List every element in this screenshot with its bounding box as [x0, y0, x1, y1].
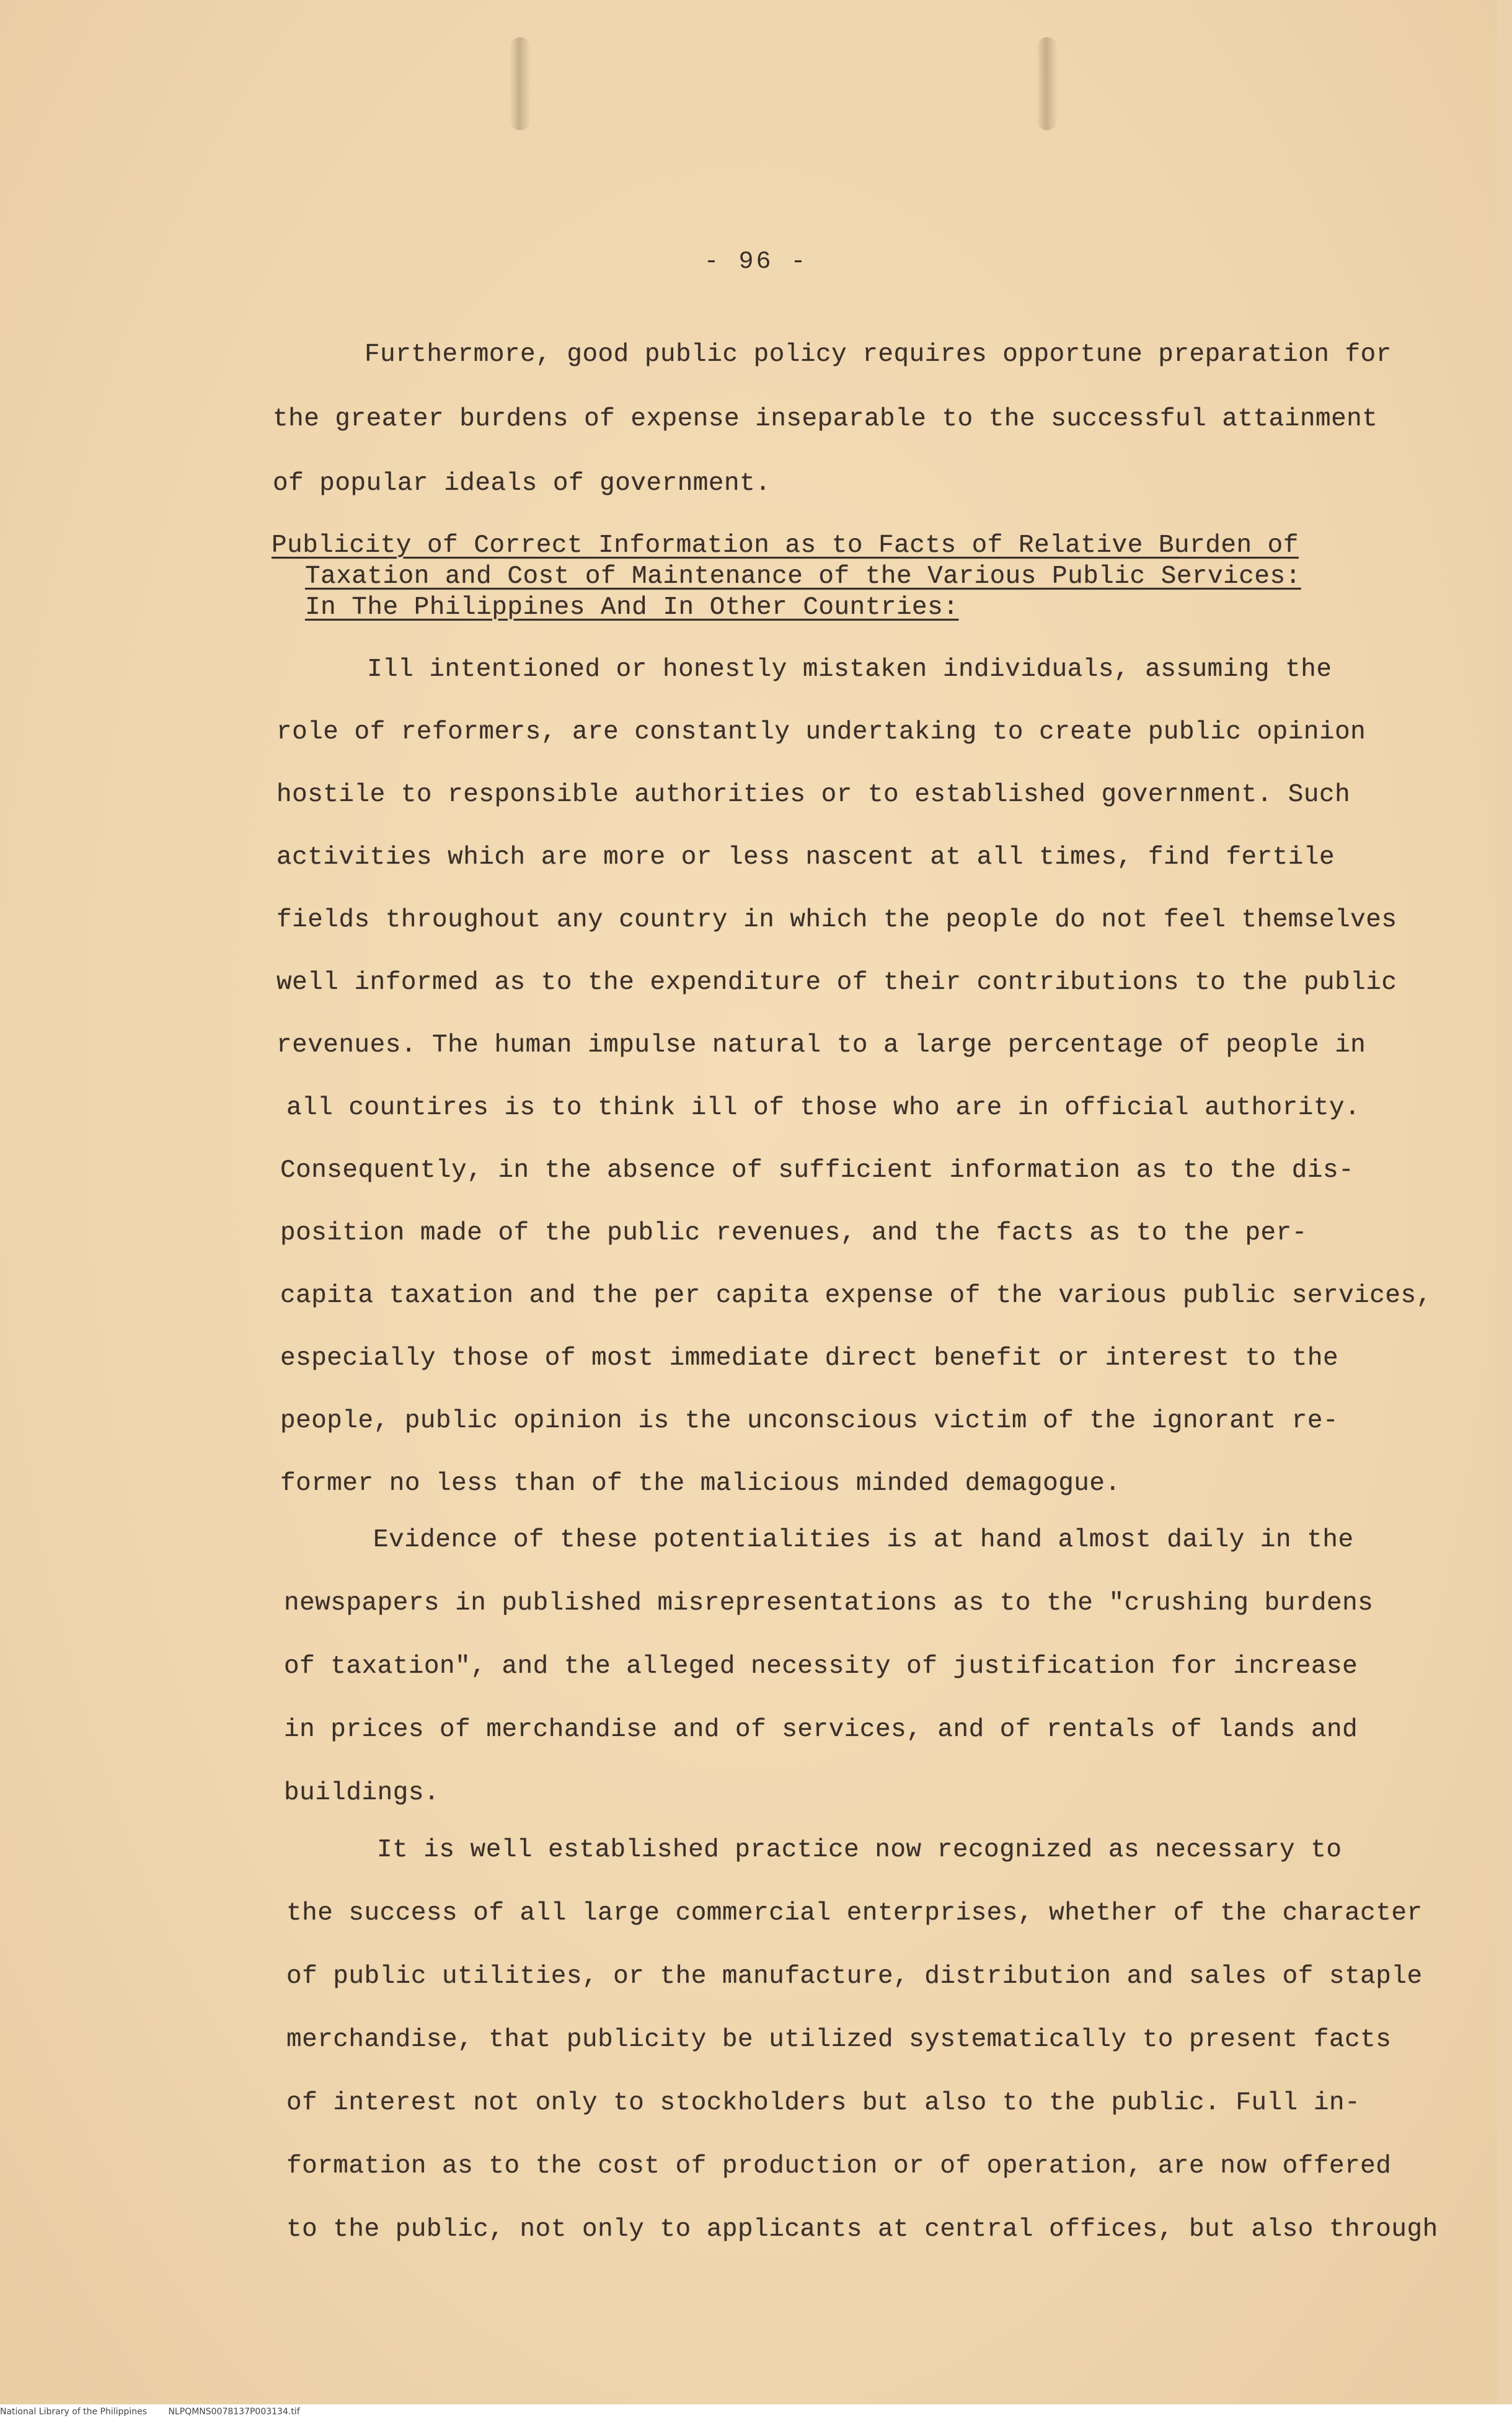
text-line: in prices of merchandise and of services, and of rentals of lands and [284, 1716, 1358, 1744]
text-line: position made of the public revenues, and the facts as to the per- [280, 1219, 1307, 1247]
text-line: of public utilities, or the manufacture, distribution and sales of staple [286, 1962, 1423, 1991]
section-heading-line: In The Philippines And In Other Countries: [305, 593, 959, 622]
punch-hole-right [1037, 37, 1058, 130]
text-line: to the public, not only to applicants at central offices, but also through [286, 2215, 1438, 2244]
text-line: Ill intentioned or honestly mistaken individuals, assuming the [367, 655, 1332, 684]
text-line: people, public opinion is the unconscious victim of the ignorant re- [280, 1407, 1339, 1435]
text-line: Furthermore, good public policy requires opportune preparation for [365, 340, 1392, 369]
text-line: merchandise, that publicity be utilized systematically to present facts [286, 2026, 1392, 2054]
archive-footer [0, 2407, 300, 2417]
section-heading-line: Publicity of Correct Information as to Facts of Relative Burden of [272, 531, 1299, 560]
punch-hole-left [510, 37, 531, 130]
text-line: well informed as to the expenditure of their contributions to the public [276, 968, 1397, 997]
text-line: especially those of most immediate direct benefit or interest to the [280, 1344, 1339, 1373]
text-line: of popular ideals of government. [273, 469, 771, 498]
text-line: the success of all large commercial enterprises, whether of the character [286, 1899, 1423, 1928]
text-line: capita taxation and the per capita expense of the various public services, [280, 1282, 1432, 1310]
text-line: all countires is to think ill of those who are in official authority. [286, 1094, 1361, 1122]
text-line: former no less than of the malicious minded demagogue. [280, 1469, 1121, 1498]
text-line: formation as to the cost of production or of operation, are now offered [286, 2152, 1392, 2181]
library-credit: National Library of the Philippines [0, 2407, 147, 2417]
text-line: Consequently, in the absence of sufficient information as to the dis- [280, 1156, 1355, 1185]
text-line: revenues. The human impulse natural to a large percentage of people in [276, 1031, 1366, 1060]
text-line: fields throughout any country in which the people do not feel themselves [276, 906, 1397, 934]
page-edge [1497, 0, 1512, 2418]
text-line: It is well established practice now recognized as necessary to [377, 1836, 1342, 1864]
text-line: hostile to responsible authorities or to established government. Such [276, 781, 1351, 809]
section-heading-line: Taxation and Cost of Maintenance of the Various Public Services: [305, 562, 1301, 591]
text-line: activities which are more or less nascent at all times, find fertile [276, 843, 1335, 872]
file-identifier: NLPQMNS0078137P003134.tif [168, 2407, 300, 2417]
text-line: role of reformers, are constantly undertaking to create public opinion [276, 718, 1366, 746]
page-number: - 96 - [704, 248, 808, 276]
text-line: of taxation", and the alleged necessity of justification for increase [284, 1652, 1358, 1681]
text-line: buildings. [284, 1779, 440, 1807]
text-line: the greater burdens of expense inseparable to the successful attainment [273, 405, 1378, 433]
text-line: of interest not only to stockholders but also to the public. Full in- [286, 2089, 1361, 2117]
text-line: Evidence of these potentialities is at hand almost daily in the [373, 1526, 1354, 1554]
text-line: newspapers in published misrepresentations as to the "crushing burdens [284, 1589, 1374, 1618]
